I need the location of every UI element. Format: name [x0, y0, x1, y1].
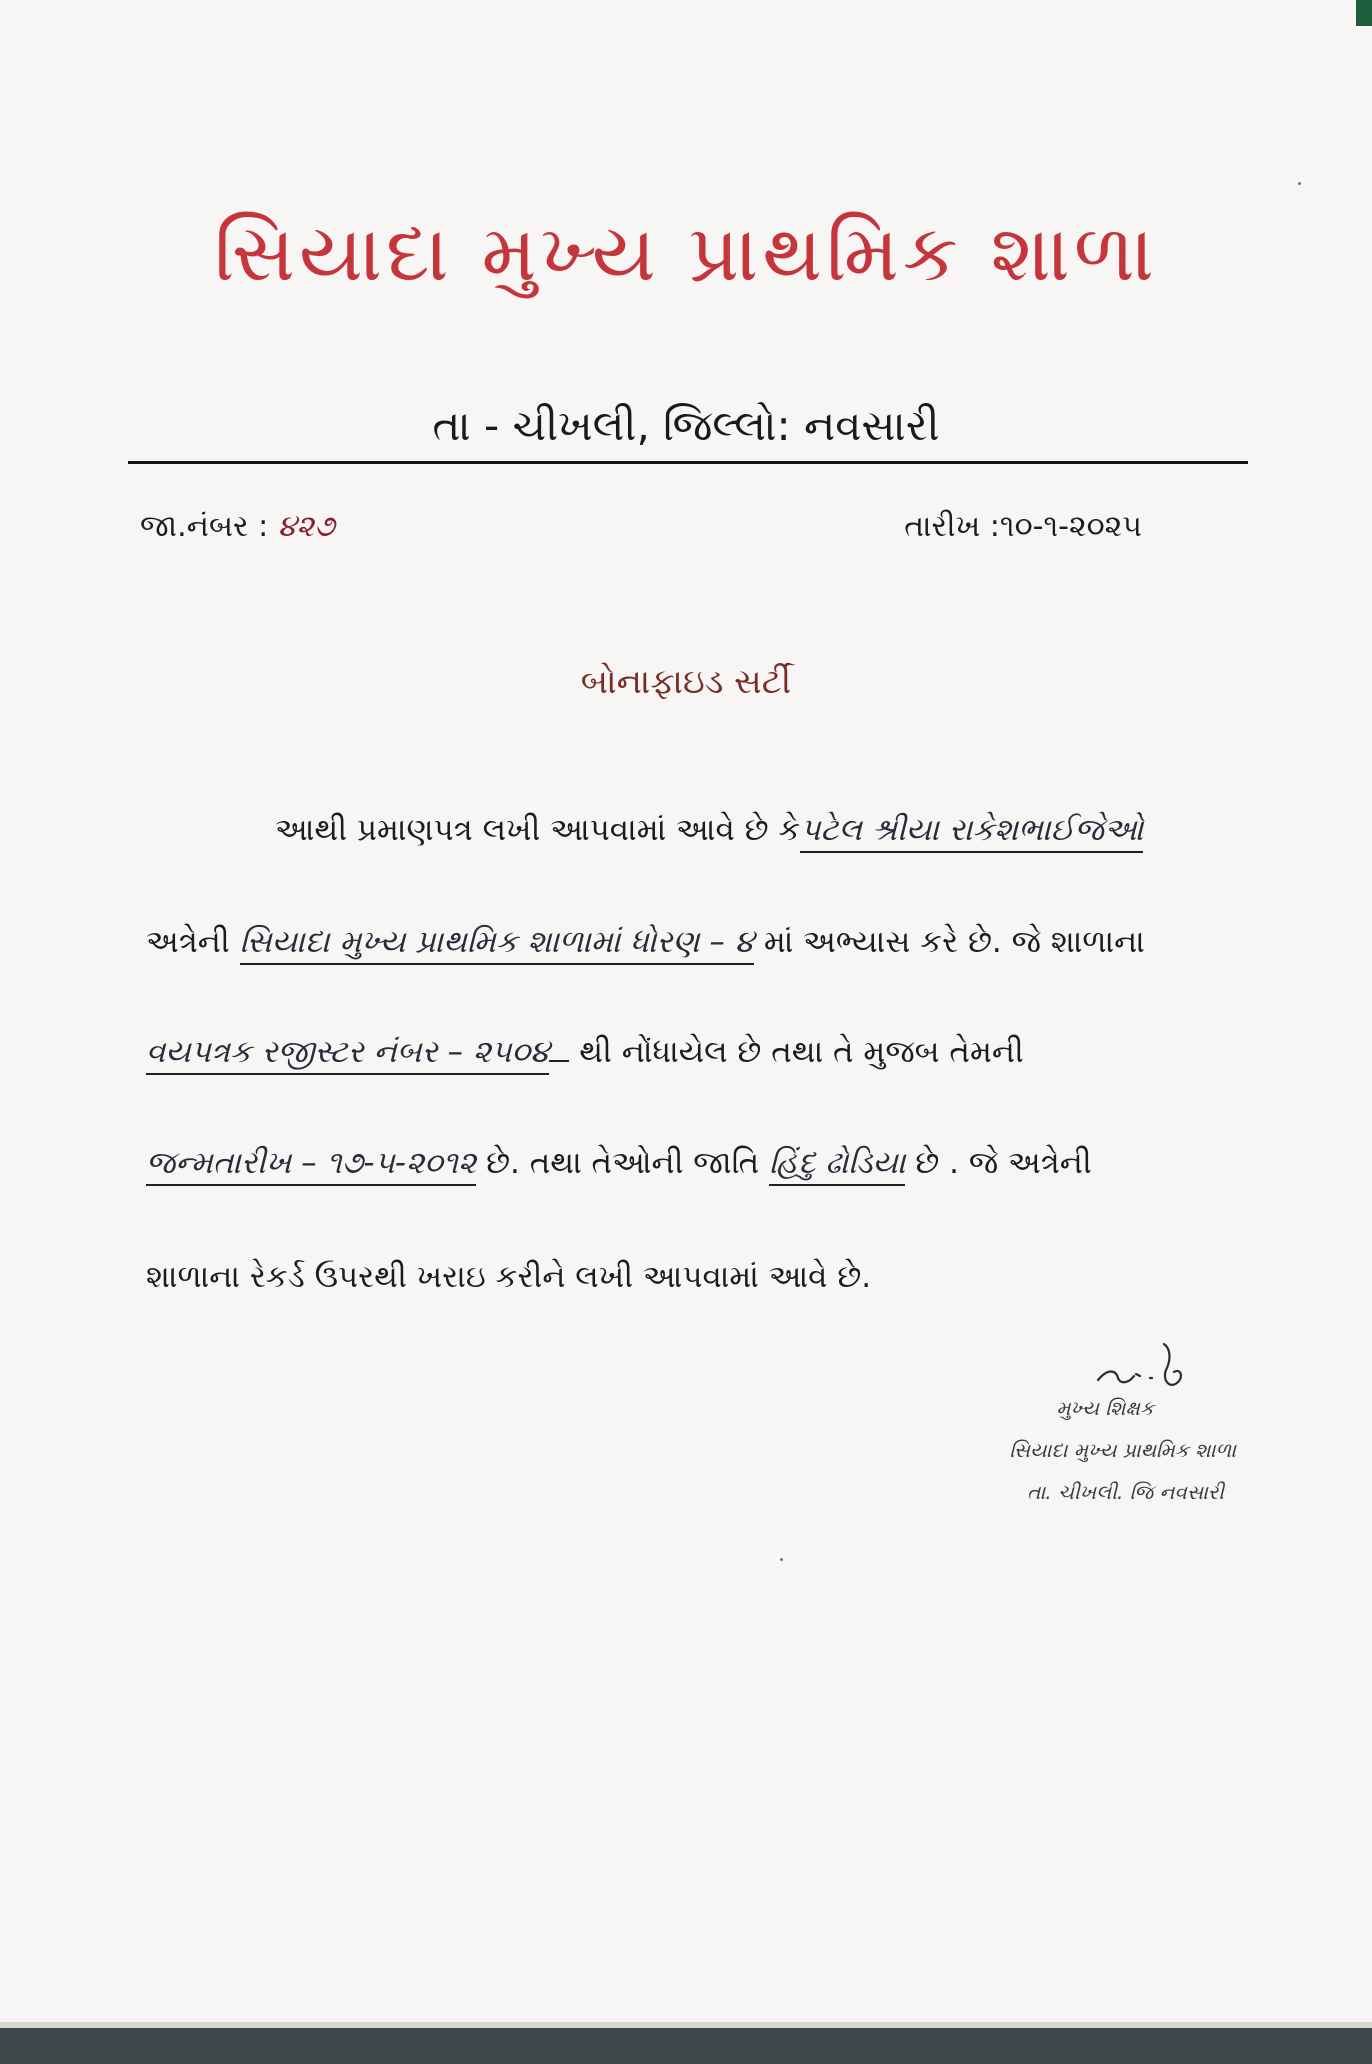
student-name-field: પટેલ શ્રીયા રાકેશભાઈ — [800, 812, 1074, 853]
signatory-school: સિયાદા મુખ્ય પ્રાથમિક શાળા — [1009, 1438, 1236, 1462]
signature-mark — [1090, 1340, 1190, 1400]
school-address: તા - ચીખલી, જિલ્લો: નવસારી — [432, 401, 940, 450]
body-line-2-lead: અત્રેની — [146, 924, 230, 960]
school-name-title: સિયાદા મુખ્ય પ્રાથમિક શાળા — [214, 209, 1158, 299]
body-line-1 — [275, 812, 1144, 848]
body-line-4 — [146, 1145, 1092, 1181]
caste-field: હિંદુ ઢોડિયા — [769, 1145, 905, 1186]
body-line-4-tail: છે . જે અત્રેની — [915, 1145, 1092, 1181]
body-line-3-tail: થી નોંધાયેલ છે તથા તે મુજબ તેમની — [579, 1034, 1024, 1070]
body-line-4-mid: છે. તથા તેઓની જાતિ — [486, 1145, 760, 1181]
background-edge — [1356, 0, 1372, 26]
reference-number-value: ૪૨૭ — [277, 509, 335, 544]
register-number-blank — [549, 1057, 569, 1062]
paper-speck — [780, 1558, 783, 1561]
background-surface — [0, 2028, 1372, 2064]
body-line-2-tail: માં અભ્યાસ કરે છે. જે શાળાના — [763, 924, 1145, 960]
body-line-2 — [146, 924, 1145, 960]
body-line-1-tail: જેઓ — [1075, 812, 1144, 853]
signatory-title: મુખ્ય શિક્ષક — [1056, 1396, 1154, 1420]
header-divider — [128, 461, 1248, 464]
body-line-3 — [146, 1034, 1024, 1070]
body-line-1-text: આથી પ્રમાણપત્ર લખી આપવામાં આવે છે કે — [275, 812, 801, 848]
paper-speck — [1298, 182, 1301, 185]
school-standard-field: સિયાદા મુખ્ય પ્રાથમિક શાળામાં ધોરણ – ૪ — [240, 924, 754, 965]
reference-number-label: જા.નંબર : — [140, 509, 269, 544]
register-number-field: વયપત્રક રજીસ્ટર નંબર – ૨૫૦૪ — [146, 1034, 549, 1075]
issue-date: તારીખ :૧૦-૧-૨૦૨૫ — [904, 509, 1142, 544]
birth-date-field: જન્મતારીખ – ૧૭-૫-૨૦૧૨ — [146, 1145, 476, 1186]
signatory-place: તા. ચીખલી. જિ નવસારી — [1027, 1480, 1224, 1504]
certificate-heading: બોનાફાઇડ સર્ટી — [580, 662, 792, 702]
body-line-5: શાળાના રેકર્ડ ઉપરથી ખરાઇ કરીને લખી આપવામાં આવે છે. — [146, 1259, 872, 1295]
reference-number — [140, 509, 335, 544]
